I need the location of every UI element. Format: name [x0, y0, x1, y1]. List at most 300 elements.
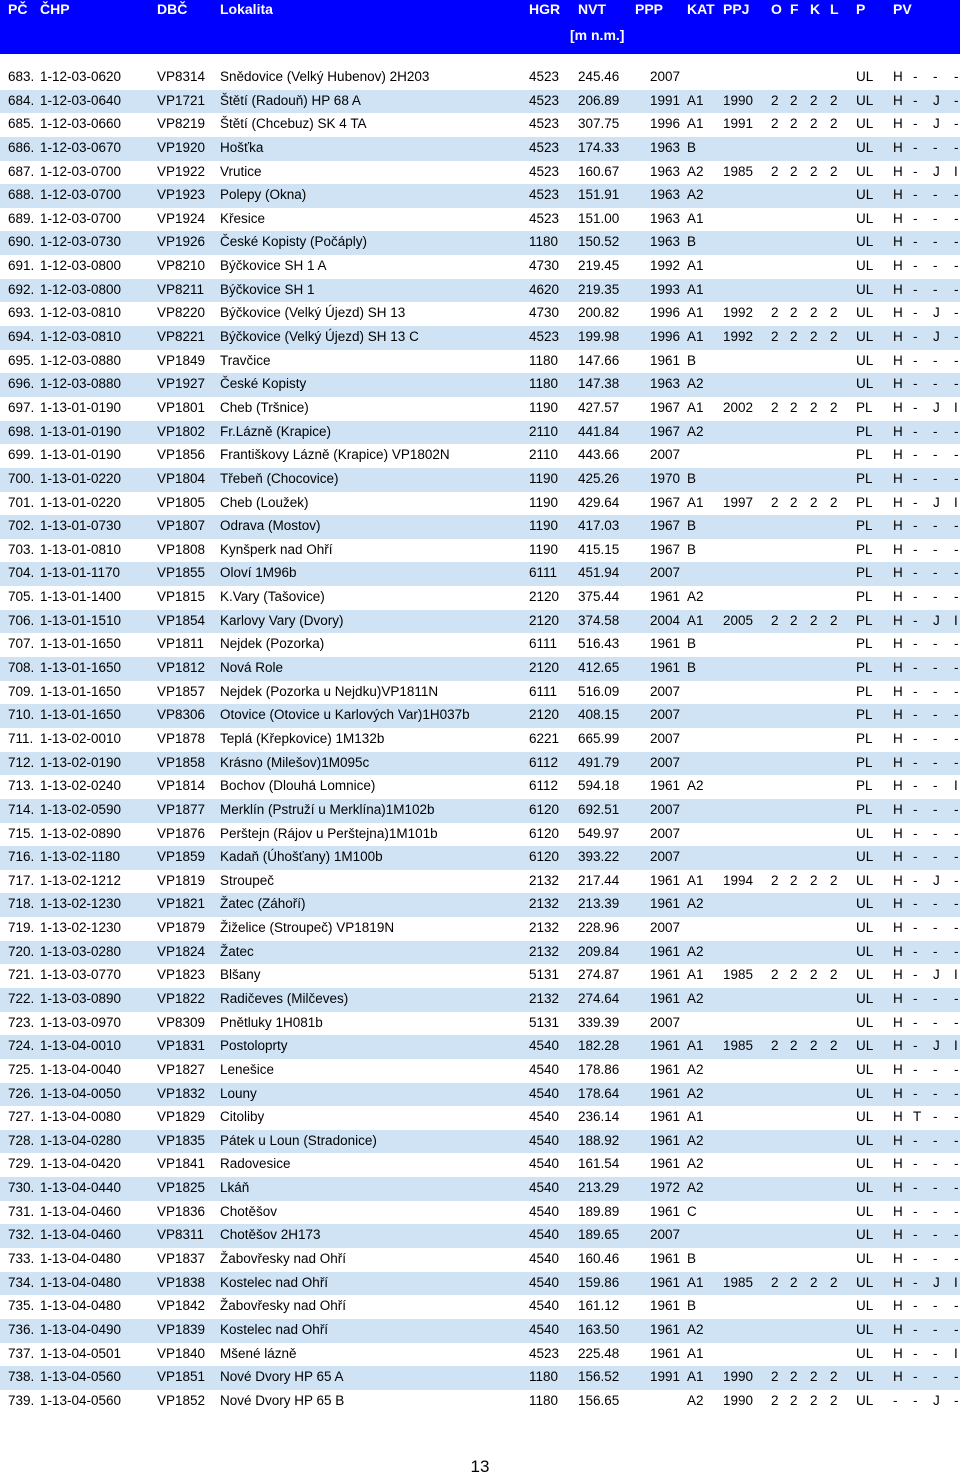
cell-pv-3: - — [933, 1180, 938, 1196]
cell-dbc-code: VP1831 — [157, 1038, 206, 1054]
cell-kat: B — [687, 636, 697, 652]
cell-locality: Radičeves (Milčeves) — [220, 990, 349, 1006]
cell-pv-2: - — [913, 707, 918, 723]
cell-pv-1: H — [893, 1298, 903, 1314]
cell-hgr: 4540 — [529, 1251, 560, 1267]
cell-pv-2: - — [913, 423, 918, 439]
cell-row-number: 733. — [8, 1251, 35, 1267]
cell-ppp-year: 2007 — [650, 1014, 681, 1030]
cell-pv-1: H — [893, 730, 903, 746]
cell-pv-4: - — [954, 707, 959, 723]
cell-p-code: UL — [856, 92, 874, 108]
cell-pv-2: - — [913, 589, 918, 605]
cell-kat: A1 — [687, 1109, 704, 1125]
cell-row-number: 722. — [8, 990, 35, 1006]
cell-pv-4: - — [954, 69, 959, 84]
cell-chp-code: 1-13-04-0460 — [40, 1227, 122, 1243]
cell-ppp-year: 1961 — [650, 352, 681, 368]
cell-ppp-year: 2007 — [650, 801, 681, 817]
cell-pv-3: - — [933, 210, 938, 226]
cell-row-number: 715. — [8, 825, 35, 841]
cell-kat: A2 — [687, 1085, 704, 1101]
cell-row-number: 702. — [8, 518, 35, 534]
cell-row-number: 721. — [8, 967, 35, 983]
cell-hgr: 4540 — [529, 1274, 560, 1290]
cell-dbc-code: VP1835 — [157, 1132, 206, 1148]
cell-dbc-code: VP1827 — [157, 1061, 206, 1077]
cell-locality: Kadaň (Úhošťany) 1M100b — [220, 849, 383, 865]
cell-o-flag: 2 — [771, 329, 779, 345]
cell-dbc-code: VP1842 — [157, 1298, 206, 1314]
cell-kat: B — [687, 1251, 697, 1267]
cell-locality: Štětí (Chcebuz) SK 4 TA — [220, 116, 367, 132]
cell-locality: Pnětluky 1H081b — [220, 1014, 323, 1030]
cell-chp-code: 1-13-02-0190 — [40, 754, 122, 770]
cell-p-code: UL — [856, 943, 874, 959]
cell-hgr: 2132 — [529, 872, 560, 888]
cell-pv-4: - — [954, 1251, 959, 1267]
cell-kat: B — [687, 234, 697, 250]
cell-pv-4: I — [954, 494, 958, 510]
table-row — [0, 1177, 960, 1201]
table-row — [0, 752, 960, 776]
cell-kat: A1 — [687, 305, 704, 321]
header-pv: PV — [893, 1, 912, 17]
cell-pv-4: I — [954, 163, 958, 179]
cell-row-number: 735. — [8, 1298, 35, 1314]
cell-pv-3: - — [933, 541, 938, 557]
cell-p-code: PL — [856, 707, 873, 723]
cell-locality: Lkáň — [220, 1180, 250, 1196]
cell-ppp-year: 1963 — [650, 210, 681, 226]
cell-pv-3: - — [933, 1251, 938, 1267]
cell-row-number: 726. — [8, 1085, 35, 1101]
cell-kat: A2 — [687, 1132, 704, 1148]
table-row — [0, 988, 960, 1012]
cell-hgr: 1180 — [529, 376, 559, 392]
cell-nvt-value: 174.33 — [578, 139, 620, 155]
cell-dbc-code: VP1879 — [157, 920, 206, 936]
cell-pv-3: - — [933, 518, 938, 534]
cell-f-flag: 2 — [790, 1274, 798, 1290]
cell-pv-2: - — [913, 163, 918, 179]
cell-kat: B — [687, 1298, 697, 1314]
table-row — [0, 539, 960, 563]
cell-pv-2: - — [913, 778, 918, 794]
cell-p-code: UL — [856, 69, 874, 84]
cell-pv-3: - — [933, 754, 938, 770]
cell-dbc-code: VP1849 — [157, 352, 206, 368]
cell-hgr: 6112 — [529, 754, 559, 770]
cell-locality: Polepy (Okna) — [220, 187, 307, 203]
cell-chp-code: 1-13-01-0810 — [40, 541, 122, 557]
cell-p-code: UL — [856, 920, 874, 936]
cell-row-number: 710. — [8, 707, 35, 723]
cell-pv-4: - — [954, 281, 959, 297]
cell-nvt-value: 375.44 — [578, 589, 620, 605]
cell-ppj-year: 1985 — [723, 1038, 754, 1054]
cell-row-number: 719. — [8, 920, 35, 936]
cell-pv-4: I — [954, 399, 958, 415]
table-row — [0, 1248, 960, 1272]
cell-chp-code: 1-13-01-1400 — [40, 589, 122, 605]
cell-kat: A2 — [687, 990, 704, 1006]
cell-hgr: 4523 — [529, 139, 560, 155]
table-row — [0, 893, 960, 917]
cell-l-flag: 2 — [830, 92, 838, 108]
cell-p-code: PL — [856, 470, 873, 486]
cell-pv-4: - — [954, 1392, 959, 1408]
cell-dbc-code: VP1824 — [157, 943, 206, 959]
cell-row-number: 686. — [8, 139, 35, 155]
cell-nvt-value: 200.82 — [578, 305, 620, 321]
cell-kat: A1 — [687, 1369, 704, 1385]
cell-locality: Křesice — [220, 210, 266, 226]
cell-kat: B — [687, 139, 697, 155]
table-row — [0, 279, 960, 303]
cell-dbc-code: VP1927 — [157, 376, 206, 392]
cell-pv-3: J — [933, 305, 940, 321]
cell-pv-2: - — [913, 730, 918, 746]
cell-k-flag: 2 — [810, 872, 818, 888]
cell-k-flag: 2 — [810, 1392, 818, 1408]
cell-dbc-code: VP8210 — [157, 258, 206, 274]
cell-kat: A2 — [687, 1061, 704, 1077]
cell-chp-code: 1-13-04-0490 — [40, 1321, 122, 1337]
cell-pv-4: - — [954, 1180, 959, 1196]
cell-f-flag: 2 — [790, 92, 798, 108]
cell-nvt-value: 161.12 — [578, 1298, 620, 1314]
cell-pv-3: J — [933, 1392, 940, 1408]
cell-p-code: UL — [856, 1156, 874, 1172]
cell-pv-2: - — [913, 990, 918, 1006]
cell-chp-code: 1-12-03-0700 — [40, 210, 122, 226]
table-row — [0, 1366, 960, 1390]
cell-l-flag: 2 — [830, 1392, 838, 1408]
cell-p-code: UL — [856, 825, 874, 841]
cell-ppp-year: 1961 — [650, 1038, 681, 1054]
cell-f-flag: 2 — [790, 116, 798, 132]
cell-dbc-code: VP1878 — [157, 730, 206, 746]
cell-pv-4: - — [954, 447, 959, 463]
cell-nvt-value: 209.84 — [578, 943, 620, 959]
cell-p-code: PL — [856, 660, 873, 676]
cell-chp-code: 1-12-03-0670 — [40, 139, 122, 155]
cell-locality: Kynšperk nad Ohří — [220, 541, 333, 557]
cell-kat: A1 — [687, 210, 704, 226]
cell-l-flag: 2 — [830, 967, 838, 983]
cell-f-flag: 2 — [790, 494, 798, 510]
cell-pv-3: - — [933, 1369, 938, 1385]
table-row — [0, 208, 960, 232]
cell-locality: Žatec — [220, 943, 254, 959]
cell-l-flag: 2 — [830, 1274, 838, 1290]
table-row — [0, 326, 960, 350]
table-row — [0, 728, 960, 752]
cell-pv-1: H — [893, 234, 903, 250]
cell-dbc-code: VP1852 — [157, 1392, 206, 1408]
table-row — [0, 1224, 960, 1248]
cell-chp-code: 1-13-04-0280 — [40, 1132, 122, 1148]
table-row — [0, 917, 960, 941]
cell-pv-2: - — [913, 1061, 918, 1077]
cell-pv-1: H — [893, 754, 903, 770]
cell-pv-3: - — [933, 778, 938, 794]
cell-dbc-code: VP1812 — [157, 660, 206, 676]
cell-pv-4: - — [954, 1156, 959, 1172]
header-ppj: PPJ — [723, 1, 750, 17]
cell-dbc-code: VP1814 — [157, 778, 206, 794]
cell-pv-1: H — [893, 305, 903, 321]
cell-pv-1: H — [893, 872, 903, 888]
cell-ppp-year: 2007 — [650, 683, 681, 699]
cell-kat: A2 — [687, 1321, 704, 1337]
header-o: O — [771, 1, 782, 17]
cell-nvt-value: 151.91 — [578, 187, 620, 203]
cell-row-number: 720. — [8, 943, 35, 959]
cell-p-code: PL — [856, 778, 873, 794]
cell-p-code: UL — [856, 990, 874, 1006]
cell-locality: Blšany — [220, 967, 261, 983]
cell-pv-4: - — [954, 1227, 959, 1243]
cell-ppp-year: 1961 — [650, 1298, 681, 1314]
cell-p-code: UL — [856, 1014, 874, 1030]
cell-nvt-value: 161.54 — [578, 1156, 620, 1172]
cell-pv-4: - — [954, 730, 959, 746]
cell-ppp-year: 1961 — [650, 967, 681, 983]
cell-pv-3: - — [933, 1321, 938, 1337]
cell-l-flag: 2 — [830, 872, 838, 888]
cell-locality: Kostelec nad Ohří — [220, 1321, 329, 1337]
cell-pv-4: - — [954, 1014, 959, 1030]
cell-p-code: UL — [856, 116, 874, 132]
cell-pv-1: H — [893, 920, 903, 936]
cell-ppp-year: 2007 — [650, 920, 681, 936]
cell-pv-1: H — [893, 281, 903, 297]
cell-chp-code: 1-13-03-0970 — [40, 1014, 122, 1030]
cell-pv-4: - — [954, 1298, 959, 1314]
cell-kat: A1 — [687, 1274, 704, 1290]
cell-pv-3: - — [933, 139, 938, 155]
cell-pv-2: - — [913, 1156, 918, 1172]
cell-row-number: 688. — [8, 187, 35, 203]
cell-hgr: 4523 — [529, 187, 560, 203]
cell-pv-4: - — [954, 660, 959, 676]
cell-hgr: 6120 — [529, 801, 560, 817]
cell-nvt-value: 160.67 — [578, 163, 620, 179]
cell-chp-code: 1-13-02-1212 — [40, 872, 122, 888]
cell-pv-3: - — [933, 636, 938, 652]
table-row — [0, 1201, 960, 1225]
cell-kat: A2 — [687, 376, 704, 392]
cell-pv-4: - — [954, 116, 959, 132]
cell-dbc-code: VP1922 — [157, 163, 206, 179]
header-dbc: DBČ — [157, 1, 188, 17]
table-row — [0, 66, 960, 90]
cell-l-flag: 2 — [830, 163, 838, 179]
cell-l-flag: 2 — [830, 1369, 838, 1385]
cell-nvt-value: 147.66 — [578, 352, 620, 368]
cell-pv-2: - — [913, 1085, 918, 1101]
cell-pv-1: H — [893, 258, 903, 274]
cell-dbc-code: VP1837 — [157, 1251, 206, 1267]
cell-chp-code: 1-13-04-0501 — [40, 1345, 122, 1361]
cell-f-flag: 2 — [790, 163, 798, 179]
cell-row-number: 716. — [8, 849, 35, 865]
cell-kat: A1 — [687, 281, 704, 297]
cell-pv-2: T — [913, 1109, 922, 1125]
cell-ppp-year: 2007 — [650, 825, 681, 841]
cell-pv-3: J — [933, 1038, 940, 1054]
cell-locality: Žiželice (Stroupeč) VP1819N — [220, 920, 395, 936]
cell-f-flag: 2 — [790, 1369, 798, 1385]
cell-row-number: 691. — [8, 258, 35, 274]
cell-pv-1: H — [893, 589, 903, 605]
cell-dbc-code: VP1856 — [157, 447, 206, 463]
cell-pv-2: - — [913, 872, 918, 888]
cell-ppp-year: 1963 — [650, 376, 681, 392]
cell-pv-1: H — [893, 990, 903, 1006]
cell-hgr: 6120 — [529, 849, 560, 865]
cell-pv-1: H — [893, 636, 903, 652]
cell-pv-2: - — [913, 1345, 918, 1361]
cell-hgr: 1190 — [529, 541, 559, 557]
cell-kat: A2 — [687, 187, 704, 203]
cell-o-flag: 2 — [771, 116, 779, 132]
cell-ppj-year: 1985 — [723, 1274, 754, 1290]
cell-pv-3: - — [933, 187, 938, 203]
cell-pv-4: - — [954, 801, 959, 817]
cell-pv-4: - — [954, 187, 959, 203]
cell-p-code: UL — [856, 258, 874, 274]
cell-row-number: 725. — [8, 1061, 35, 1077]
cell-l-flag: 2 — [830, 612, 838, 628]
table-row — [0, 373, 960, 397]
cell-ppp-year: 2007 — [650, 447, 681, 463]
cell-pv-1: H — [893, 1180, 903, 1196]
cell-pv-2: - — [913, 1203, 918, 1219]
cell-pv-3: J — [933, 872, 940, 888]
cell-pv-4: - — [954, 589, 959, 605]
cell-chp-code: 1-12-03-0660 — [40, 116, 122, 132]
cell-dbc-code: VP1821 — [157, 896, 206, 912]
cell-nvt-value: 189.89 — [578, 1203, 620, 1219]
cell-row-number: 708. — [8, 660, 35, 676]
cell-chp-code: 1-13-04-0440 — [40, 1180, 122, 1196]
cell-dbc-code: VP1841 — [157, 1156, 206, 1172]
cell-hgr: 2120 — [529, 589, 560, 605]
cell-k-flag: 2 — [810, 92, 818, 108]
cell-nvt-value: 429.64 — [578, 494, 620, 510]
cell-nvt-value: 228.96 — [578, 920, 620, 936]
cell-pv-2: - — [913, 470, 918, 486]
cell-nvt-value: 219.45 — [578, 258, 620, 274]
cell-hgr: 1190 — [529, 494, 559, 510]
cell-o-flag: 2 — [771, 494, 779, 510]
cell-nvt-value: 150.52 — [578, 234, 620, 250]
cell-row-number: 698. — [8, 423, 35, 439]
cell-chp-code: 1-13-04-0010 — [40, 1038, 122, 1054]
cell-p-code: UL — [856, 234, 874, 250]
cell-ppp-year: 1961 — [650, 660, 681, 676]
cell-nvt-value: 147.38 — [578, 376, 620, 392]
cell-row-number: 707. — [8, 636, 35, 652]
cell-pv-1: H — [893, 1109, 903, 1125]
table-row — [0, 775, 960, 799]
cell-pv-4: I — [954, 1038, 958, 1054]
cell-pv-3: J — [933, 329, 940, 345]
cell-dbc-code: VP1822 — [157, 990, 206, 1006]
table-row — [0, 468, 960, 492]
cell-row-number: 685. — [8, 116, 35, 132]
cell-locality: Cheb (Loužek) — [220, 494, 309, 510]
cell-locality: Citoliby — [220, 1109, 265, 1125]
cell-chp-code: 1-13-02-0890 — [40, 825, 122, 841]
cell-dbc-code: VP8211 — [157, 281, 205, 297]
cell-pv-2: - — [913, 683, 918, 699]
cell-nvt-value: 307.75 — [578, 116, 620, 132]
cell-pv-3: - — [933, 258, 938, 274]
cell-dbc-code: VP1808 — [157, 541, 206, 557]
cell-pv-1: H — [893, 801, 903, 817]
cell-pv-2: - — [913, 447, 918, 463]
cell-locality: Nejdek (Pozorka u Nejdku)VP1811N — [220, 683, 439, 699]
cell-pv-2: - — [913, 825, 918, 841]
cell-ppp-year: 1961 — [650, 872, 681, 888]
cell-dbc-code: VP1854 — [157, 612, 206, 628]
cell-ppp-year: 1961 — [650, 1085, 681, 1101]
cell-ppp-year: 1972 — [650, 1180, 681, 1196]
cell-kat: A1 — [687, 1038, 704, 1054]
cell-locality: Bochov (Dlouhá Lomnice) — [220, 778, 376, 794]
cell-hgr: 1190 — [529, 470, 559, 486]
cell-row-number: 701. — [8, 494, 35, 510]
cell-locality: Perštejn (Rájov u Perštejna)1M101b — [220, 825, 438, 841]
cell-dbc-code: VP1839 — [157, 1321, 206, 1337]
cell-chp-code: 1-12-03-0700 — [40, 163, 122, 179]
cell-chp-code: 1-12-03-0700 — [40, 187, 122, 203]
cell-dbc-code: VP1805 — [157, 494, 206, 510]
cell-pv-1: H — [893, 1251, 903, 1267]
cell-kat: B — [687, 470, 697, 486]
cell-locality: Merklín (Pstruží u Merklína)1M102b — [220, 801, 435, 817]
cell-pv-3: - — [933, 849, 938, 865]
cell-hgr: 4523 — [529, 116, 560, 132]
cell-pv-4: - — [954, 376, 959, 392]
cell-locality: Kostelec nad Ohří — [220, 1274, 329, 1290]
cell-hgr: 4523 — [529, 163, 560, 179]
cell-pv-3: J — [933, 399, 940, 415]
cell-nvt-value: 245.46 — [578, 69, 620, 84]
cell-p-code: UL — [856, 1109, 874, 1125]
cell-pv-4: - — [954, 258, 959, 274]
cell-pv-4: - — [954, 565, 959, 581]
cell-chp-code: 1-13-02-0010 — [40, 730, 122, 746]
cell-hgr: 6111 — [529, 565, 558, 581]
table-row — [0, 681, 960, 705]
cell-pv-1: H — [893, 1369, 903, 1385]
cell-pv-4: - — [954, 1369, 959, 1385]
cell-pv-2: - — [913, 1298, 918, 1314]
cell-dbc-code: VP1804 — [157, 470, 206, 486]
cell-dbc-code: VP1926 — [157, 234, 206, 250]
cell-pv-4: - — [954, 920, 959, 936]
cell-locality: Stroupeč — [220, 872, 275, 888]
cell-nvt-value: 427.57 — [578, 399, 620, 415]
cell-pv-2: - — [913, 352, 918, 368]
cell-ppp-year: 1961 — [650, 1061, 681, 1077]
cell-p-code: PL — [856, 494, 873, 510]
